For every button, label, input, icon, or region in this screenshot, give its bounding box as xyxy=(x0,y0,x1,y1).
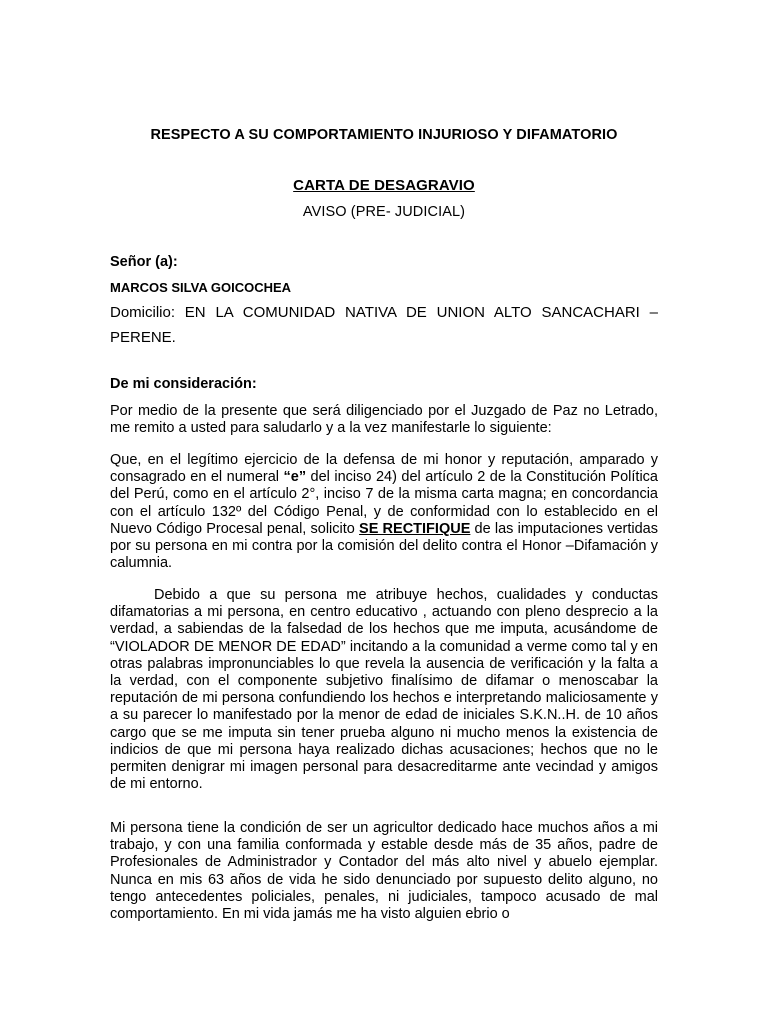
addressee-name: MARCOS SILVA GOICOCHEA xyxy=(110,280,292,295)
paragraph-character: Mi persona tiene la condición de ser un agricultor dedicado hace muchos años a mi trabajo, y con una familia conformada y estable desde más de 35 años, padre de Profesionales de Administrador y Contador del más alto nivel y abuelo ejemplar. Nunca en mis 63 años de vida he sido denunciado por supuesto delito alguno, no tengo antecedentes policiales, penales, ni judiciales, tampoco acusado de mal comportamiento. En mi vida jamás me ha visto alguien ebrio o xyxy=(110,820,658,923)
paragraph-intro: Por medio de la presente que será diligenciado por el Juzgado de Paz no Letrado, me remito a usted para saludarlo y a la vez manifestarle lo siguiente: xyxy=(110,403,658,437)
paragraph-legal-basis-part-b: del inciso 24) del artículo 2 de la Constitución Política del Perú, como en el artículo 2°, inciso 7 de la misma carta magna; en concordancia con el artículo 132º del Código Penal, y de conformidad con lo establecido en el Nuevo Código Procesal penal, solicito xyxy=(110,469,658,537)
numeral-e: “e” xyxy=(283,469,307,486)
addressee-label: Señor (a): xyxy=(110,254,178,270)
paragraph-legal-basis xyxy=(110,452,658,572)
salutation: De mi consideración: xyxy=(110,376,257,392)
letter-title: CARTA DE DESAGRAVIO xyxy=(293,177,475,194)
paragraph-legal-basis-part-a: Que, en el legítimo ejercicio de la defensa de mi honor y reputación, amparado y consagrado en el numeral xyxy=(110,452,658,486)
se-rectifique-emphasis: SE RECTIFIQUE xyxy=(359,520,471,537)
document-title: RESPECTO A SU COMPORTAMIENTO INJURIOSO Y DIFAMATORIO xyxy=(150,127,618,143)
addressee-domicilio: Domicilio: EN LA COMUNIDAD NATIVA DE UNION ALTO SANCACHARI – PERENE. xyxy=(110,304,658,346)
paragraph-legal-basis-part-c: de las imputaciones vertidas por su persona en mi contra por la comisión del delito contra el Honor –Difamación y calumnia. xyxy=(110,520,658,572)
paragraph-facts-text: Debido a que su persona me atribuye hechos, cualidades y conductas difamatorias a mi persona, en centro educativo , actuando con pleno desprecio a la verdad, a sabiendas de la falsedad de los hechos que me imputa, acusándome de “VIOLADOR DE MENOR DE EDAD” incitando a la comunidad a verme como tal y en otras palabras impronunciables lo que revela la ausencia de verificación y la falta a la verdad, con el componente subjetivo finalísimo de difamar o menoscabar la reputación de mi persona confundiendo los hechos e interpretando maliciosamente y a su parecer lo manifestado por la menor de edad de iniciales S.K.N..H. de 10 años cargo que se me imputa sin tener prueba alguno ni mucho menos la existencia de indicios de que mi persona haya realizado dichas acusaciones; hechos que no le permiten denigrar mi imagen personal para desacreditarme ante vecindad y amigos de mi entorno. xyxy=(110,587,658,793)
notice-subtitle: AVISO (PRE- JUDICIAL) xyxy=(302,204,466,220)
paragraph-facts xyxy=(110,587,658,793)
